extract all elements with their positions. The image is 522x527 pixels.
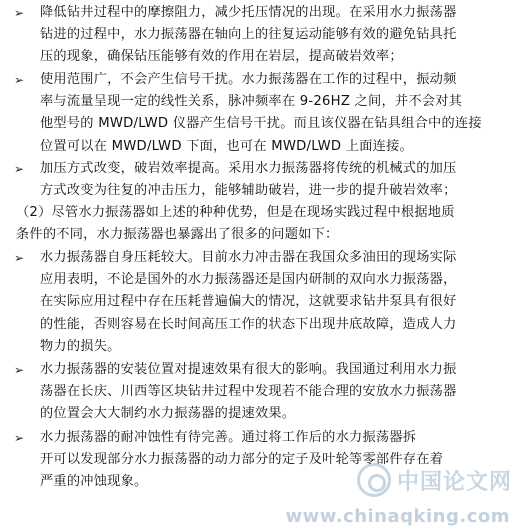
watermark-url: www.chinaqking.com: [285, 506, 510, 527]
bullet-arrow-icon: ➢: [14, 162, 25, 176]
paragraph: [40, 158, 510, 202]
text-line: 压的现象，确保钻压能够有效的作用在岩层，提高破岩效率；: [40, 49, 403, 65]
text-line: 条件的不同，水力振荡器也暴露出了很多的问题如下：: [16, 227, 339, 243]
text-line: 钻进的过程中，水力振荡器在轴向上的往复运动能够有效的避免钻具托: [40, 27, 457, 43]
bullet-arrow-icon: ➢: [14, 251, 25, 265]
text-line: 水力振荡器自身压耗较大。目前水力冲击器在我国众多油田的现场实际: [40, 250, 457, 265]
bullet-arrow-icon: ➢: [14, 363, 25, 377]
watermark-logo-icon: [357, 463, 391, 497]
bullet-arrow-icon: ➢: [14, 431, 25, 445]
paragraph: [40, 247, 510, 358]
paragraph: [16, 202, 510, 246]
text-line: 降低钻井过程中的摩擦阻力，减少托压情况的出现。在采用水力振荡器: [40, 5, 457, 20]
bullet-arrow-icon: ➢: [14, 73, 25, 87]
paragraph: [40, 2, 510, 69]
text-line: 开可以发现部分水力振荡器的动力部分的定子及叶轮等零部件存在着: [40, 452, 444, 468]
text-line: 在实际应用过程中存在压耗普遍偏大的情况，这就要求钻井泵具有很好: [40, 294, 457, 310]
text-line: 率与流量呈现一定的线性关系，脉冲频率在 9-26HZ 之间，并不会对其: [40, 94, 463, 110]
text-line: 水力振荡器的安装位置对提速效果有很大的影响。我国通过利用水力振: [40, 362, 457, 377]
text-line: 的性能，否则容易在长时间高压工作的状态下出现井底故障，造成人力: [40, 316, 457, 332]
text-line: 应用表明，不论是国外的水力振荡器还是国内研制的双向水力振荡器，: [40, 272, 457, 288]
bullet-arrow-icon: ➢: [14, 6, 25, 20]
text-line: 他型号的 MWD/LWD 仪器产生信号干扰。而且该仪器在钻具组合中的连接: [40, 116, 482, 132]
paragraph: [40, 359, 510, 426]
text-line: 位置可以在 MWD/LWD 下面，也可在 MWD/LWD 上面连接。: [40, 138, 413, 154]
text-line: 加压方式改变，破岩效率提高。采用水力振荡器将传统的机械式的加压: [40, 161, 457, 176]
watermark-brand: 中国论文网: [396, 468, 512, 495]
text-line: 物力的损失。: [40, 338, 121, 354]
watermark: [357, 463, 512, 497]
paragraph: [40, 69, 510, 158]
text-line: （2）尽管水力振荡器如上述的种种优势，但是在现场实践过程中根据地质: [16, 205, 455, 220]
text-line: 严重的冲蚀现象。: [40, 474, 148, 490]
text-line: 方式改变为往复的冲击压力，能够辅助破岩，进一步的提升破岩效率；: [40, 183, 457, 199]
text-line: 使用范围广，不会产生信号干扰。水力振荡器在工作的过程中，振动频: [40, 72, 457, 87]
text-line: 水力振荡器的耐冲蚀性有待完善。通过将工作后的水力振荡器拆: [40, 430, 417, 445]
text-line: 荡器在长庆、川西等区块钻井过程中发现若不能合理的安放水力振荡器: [40, 384, 457, 400]
text-line: 的位置会大大制约水力振荡器的提速效果。: [40, 406, 296, 422]
